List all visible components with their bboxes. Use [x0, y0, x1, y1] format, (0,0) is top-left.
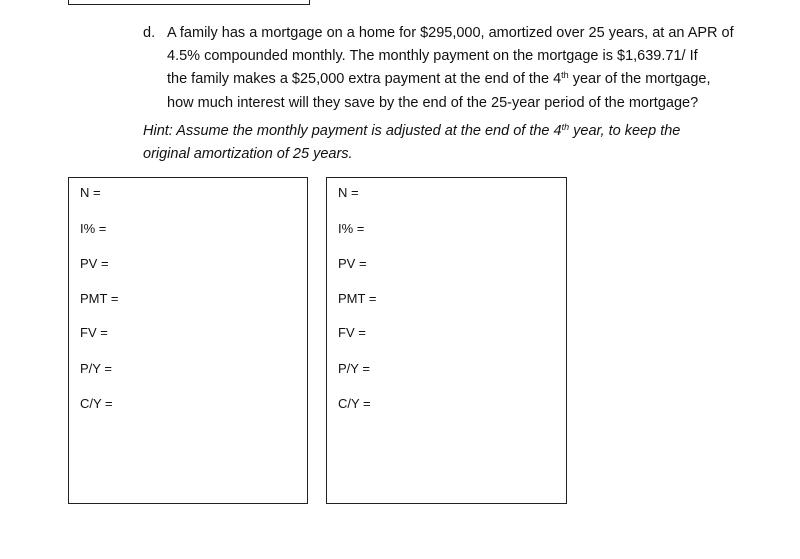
tvm-right-cy: C/Y =	[338, 396, 371, 411]
hint-line-1	[143, 120, 703, 143]
tvm-left-cy: C/Y =	[80, 396, 113, 411]
hint-line-1-end: year, to keep the	[569, 123, 681, 139]
hint-line-2: original amortization of 25 years.	[143, 146, 353, 163]
question-line-3-superscript: th	[561, 70, 569, 81]
question-line-4: how much interest will they save by the end of the 25-year period of the mortgage?	[167, 94, 699, 111]
tvm-solver-box-right	[326, 177, 567, 504]
question-d	[143, 22, 734, 115]
tvm-left-pv: PV =	[80, 256, 109, 271]
question-letter: d.	[143, 25, 156, 41]
tvm-right-n: N =	[338, 185, 359, 200]
hint	[143, 120, 703, 166]
tvm-left-fv: FV =	[80, 325, 108, 340]
tvm-right-pv: PV =	[338, 256, 367, 271]
question-line-3	[167, 68, 723, 91]
tvm-left-py: P/Y =	[80, 361, 112, 376]
tvm-right-pmt: PMT =	[338, 291, 377, 306]
question-line-3-end: year of the mortgage,	[568, 71, 711, 88]
tvm-left-pmt: PMT =	[80, 291, 119, 306]
hint-line-1-superscript: th	[561, 122, 570, 133]
hint-line-1-start: Hint: Assume the monthly payment is adjusted at the end of the 4	[143, 123, 562, 139]
tvm-left-interest: I% =	[80, 221, 107, 236]
question-text	[167, 22, 734, 115]
tvm-solver-box-left	[68, 177, 308, 504]
tvm-right-interest: I% =	[338, 221, 365, 236]
previous-answer-box-edge	[68, 0, 310, 5]
tvm-right-fv: FV =	[338, 325, 366, 340]
tvm-left-n: N =	[80, 185, 101, 200]
question-line-3-start: the family makes a $25,000 extra payment at the end of the 4	[167, 71, 562, 88]
question-line-1: A family has a mortgage on a home for $295,000, amortized over 25 years, at an APR of	[167, 25, 734, 41]
question-line-2: 4.5% compounded monthly. The monthly payment on the mortgage is $1,639.71/ If	[167, 48, 698, 65]
tvm-right-py: P/Y =	[338, 361, 370, 376]
